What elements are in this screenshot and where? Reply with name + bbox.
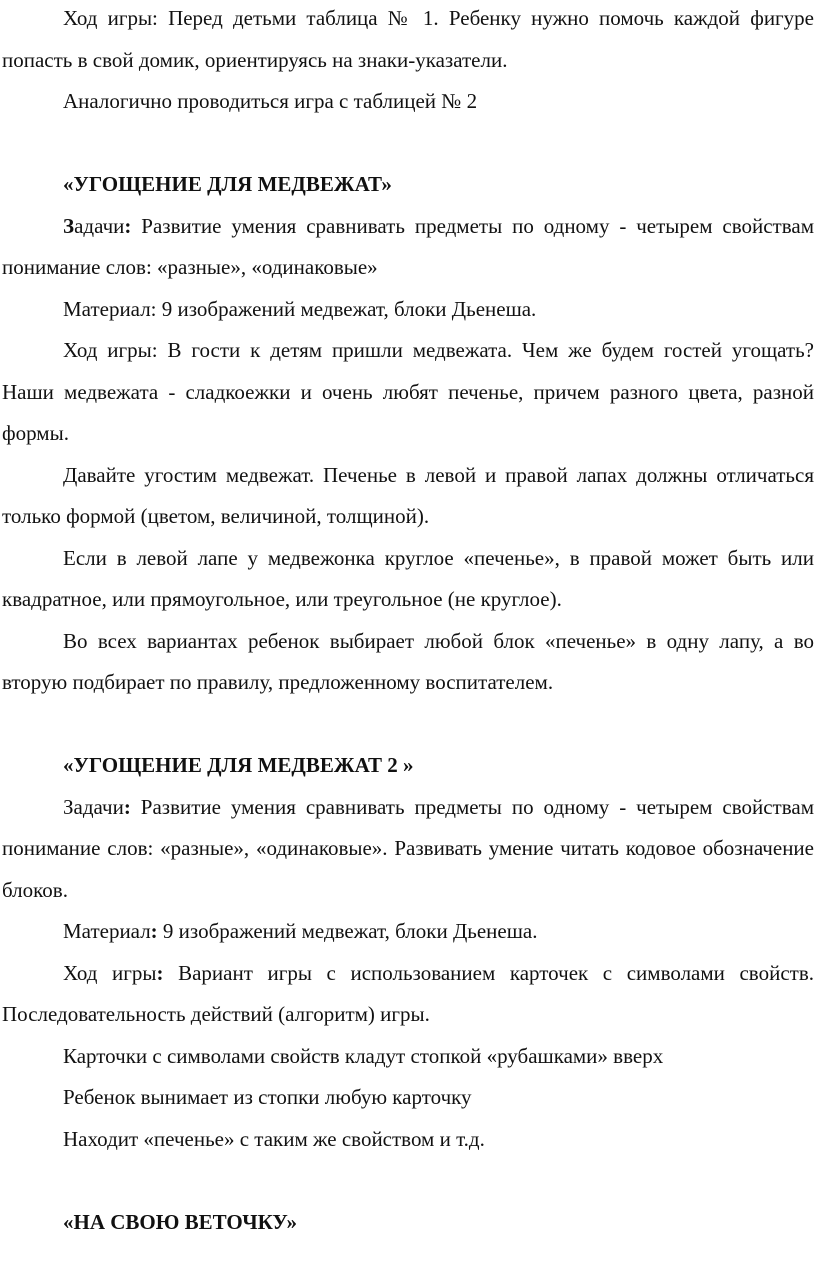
- blank-line: [2, 704, 814, 746]
- tasks-colon: :: [124, 213, 132, 238]
- blank-line: [2, 123, 814, 165]
- tasks-text: Развитие умения сравнивать предметы по одному - четырем свойствам понимание слов: «разные», «одинаковые». Развивать умение читать кодовое обозначение блоков.: [2, 794, 814, 902]
- material-label: Материал: [63, 919, 151, 943]
- section1-tasks-paragraph: [2, 206, 814, 289]
- tasks-colon: :: [123, 794, 131, 819]
- section2-step-2: Ребенок вынимает из стопки любую карточку: [63, 1085, 472, 1109]
- section1-all-variants-paragraph: Во всех вариантах ребенок выбирает любой блок «печенье» в одну лапу, а во вторую подбирает по правилу, предложенному воспитателем.: [2, 628, 814, 694]
- section-title-own-branch: «НА СВОЮ ВЕТОЧКУ»: [63, 1209, 298, 1234]
- section1-material-paragraph: Материал: 9 изображений медвежат, блоки Дьенеша.: [63, 296, 537, 321]
- tasks-text: Развитие умения сравнивать предметы по одному - четырем свойствам понимание слов: «разные», «одинаковые»: [2, 213, 814, 279]
- material-colon: :: [150, 919, 158, 943]
- table-two-paragraph: Аналогично проводиться игра с таблицей № 2: [63, 89, 478, 113]
- game-label: Ход игры: [63, 960, 157, 985]
- material-text: 9 изображений медвежат, блоки Дьенеша.: [157, 919, 538, 943]
- section2-tasks-paragraph: [2, 787, 814, 912]
- section2-step-1: Карточки с символами свойств кладут стопкой «рубашками» вверх: [63, 1043, 664, 1068]
- section-title-bear-treat: «УГОЩЕНИЕ ДЛЯ МЕДВЕЖАТ»: [63, 172, 392, 196]
- section1-treat-paragraph: Давайте угостим медвежат. Печенье в левой и правой лапах должны отличаться только формой (цветом, величиной, толщиной).: [2, 462, 814, 528]
- section2-material-paragraph: [2, 911, 814, 953]
- section2-game-paragraph: [2, 953, 814, 1036]
- tasks-label-rest: адачи: [74, 213, 125, 238]
- section1-game-paragraph: Ход игры: В гости к детям пришли медвежата. Чем же будем гостей угощать? Наши медвежата - сладкоежки и очень любят печенье, причем разного цвета, разной формы.: [2, 338, 814, 445]
- game-procedure-paragraph: Ход игры: Перед детьми таблица № 1. Ребенку нужно помочь каждой фигуре попасть в свой домик, ориентируясь на знаки-указатели.: [2, 6, 814, 72]
- section1-if-left-paragraph: Если в левой лапе у медвежонка круглое «печенье», в правой может быть или квадратное, или прямоугольное, или треугольное (не круглое).: [2, 545, 814, 611]
- game-colon: :: [156, 960, 164, 985]
- tasks-label: Задачи: [63, 794, 124, 819]
- tasks-label-bold-letter: З: [63, 213, 75, 238]
- section2-step-3: Находит «печенье» с таким же свойством и т.д.: [63, 1126, 485, 1151]
- blank-line: [2, 1160, 814, 1202]
- game-text: Вариант игры с использованием карточек с символами свойств. Последовательность действий (алгоритм) игры.: [2, 960, 814, 1026]
- section-title-bear-treat-2: «УГОЩЕНИЕ ДЛЯ МЕДВЕЖАТ 2 »: [63, 753, 414, 777]
